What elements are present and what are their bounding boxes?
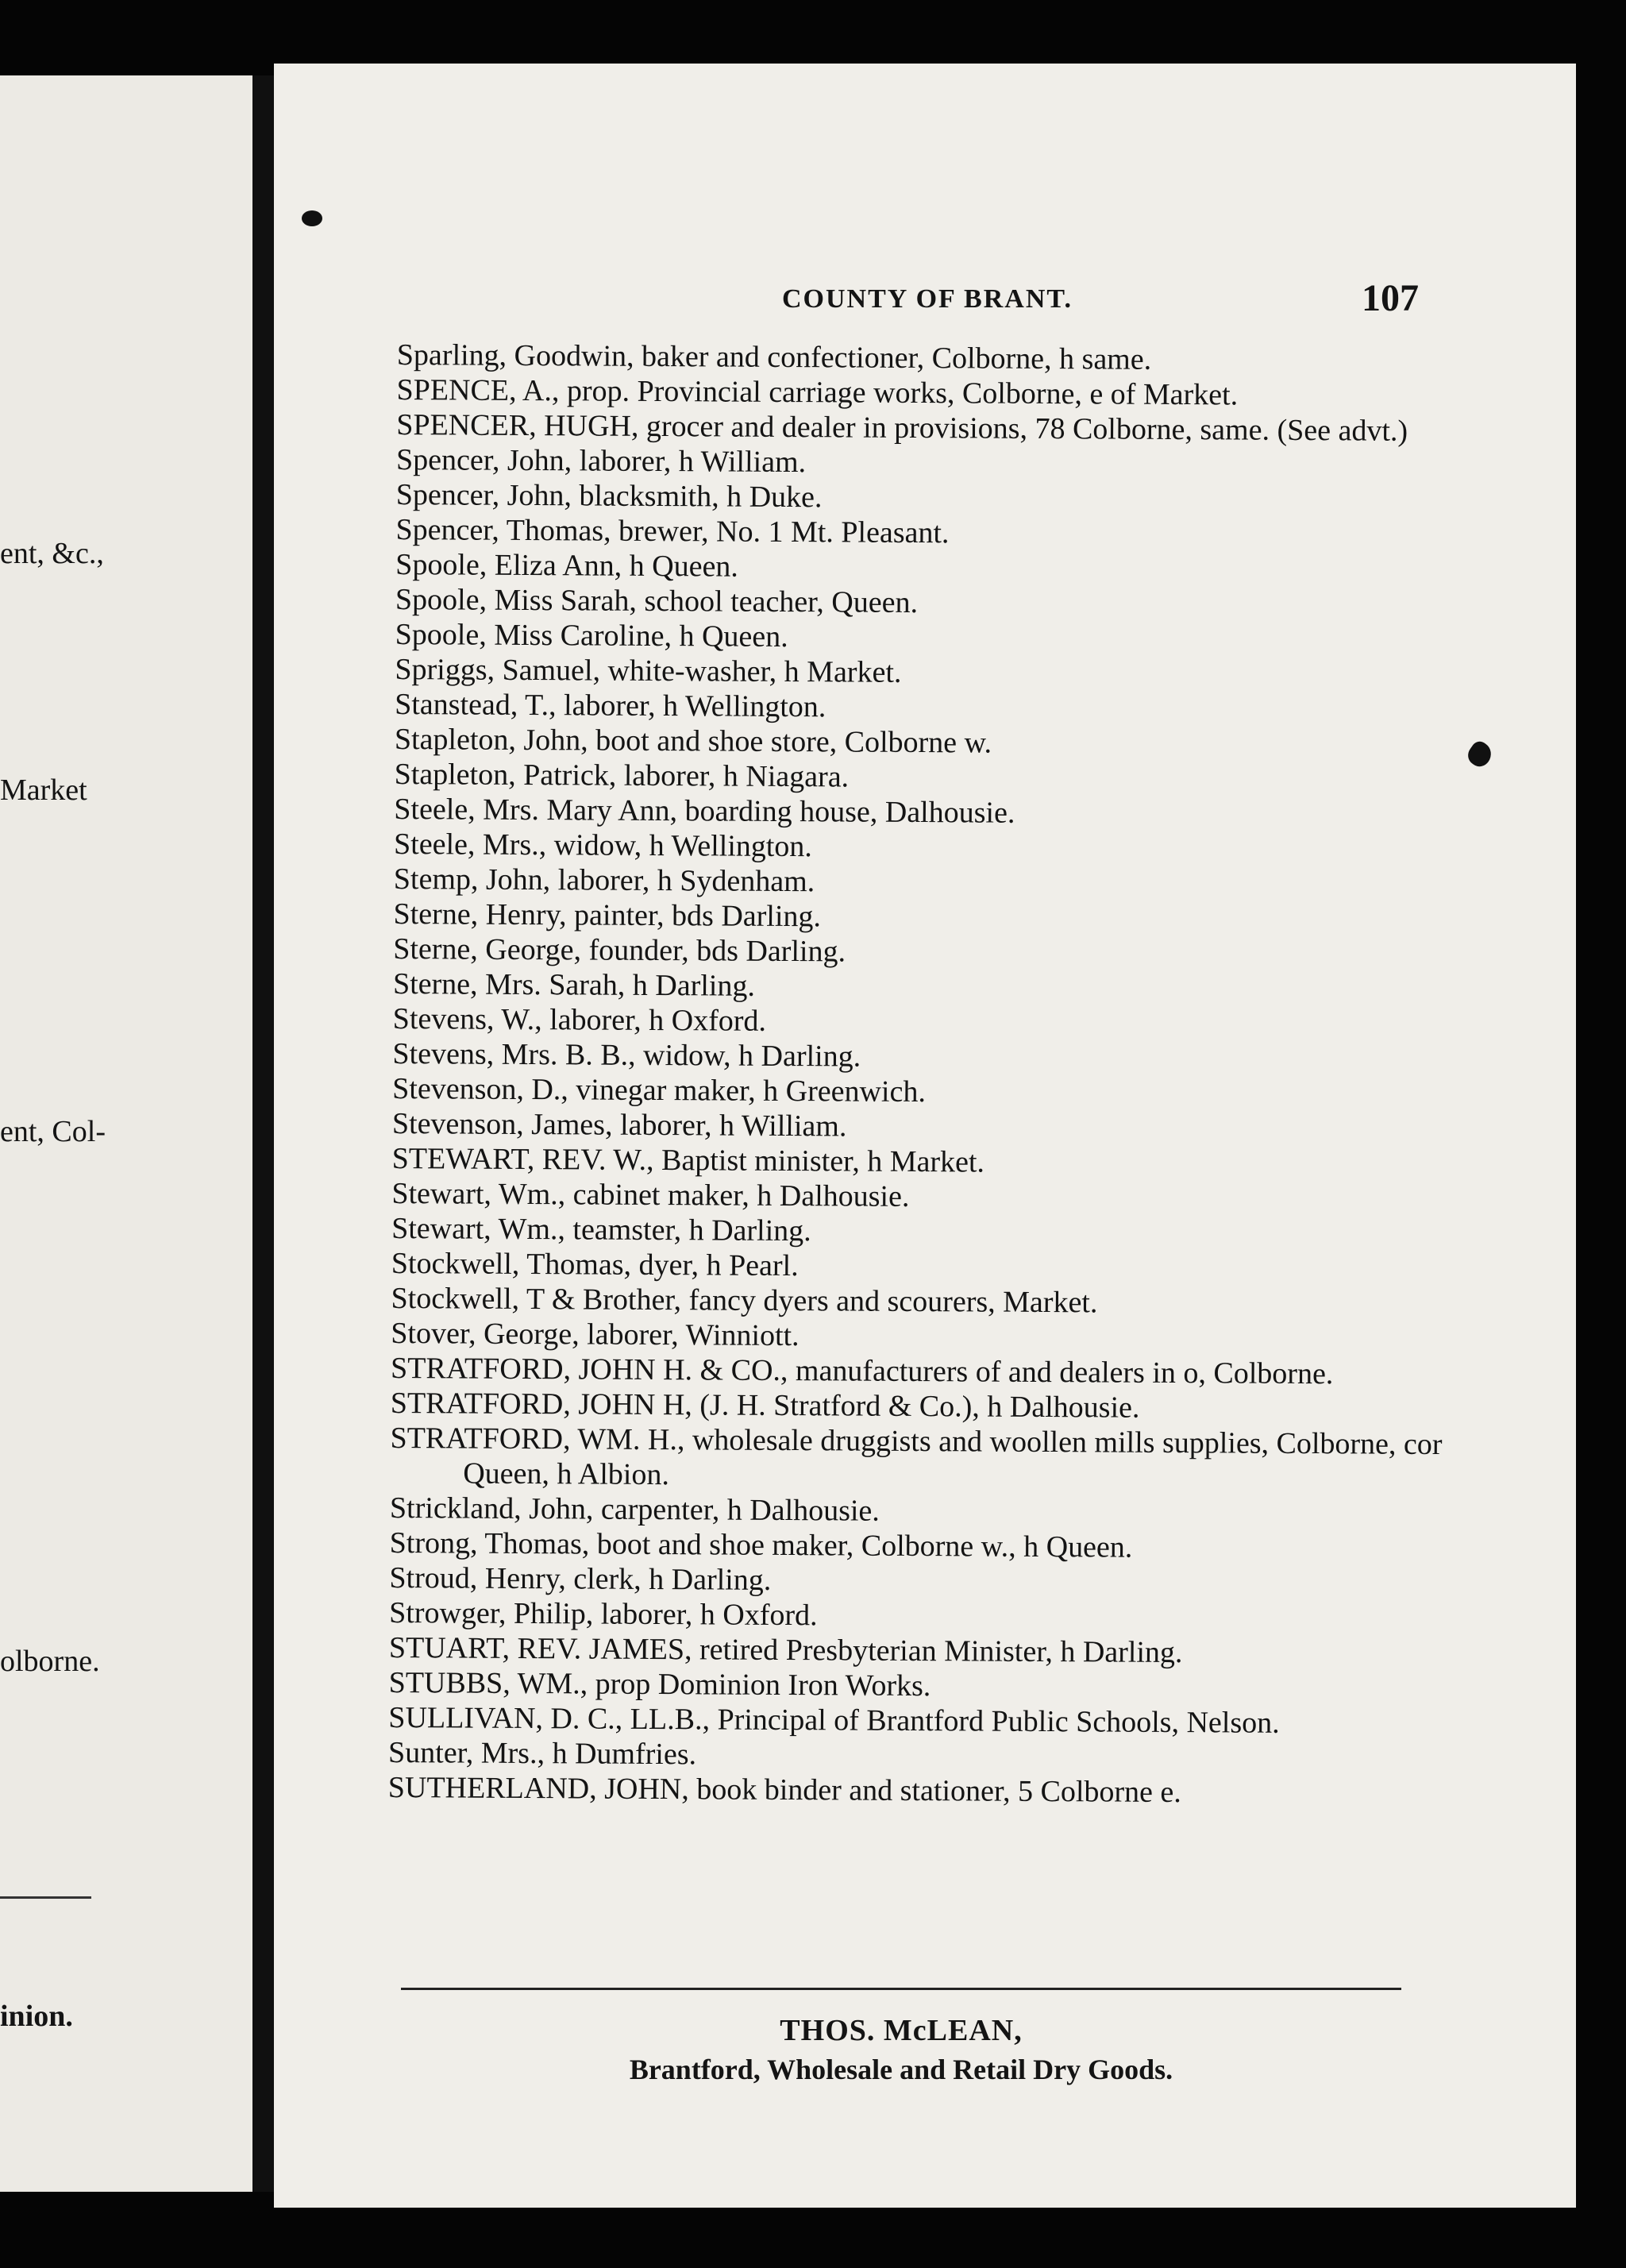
directory-entry: Sterne, Mrs. Sarah, h Darling.: [392, 966, 756, 1003]
left-facing-page: [0, 75, 252, 2192]
directory-entry: Stockwell, Thomas, dyer, h Pearl.: [391, 1246, 799, 1283]
advertisement-footer: [401, 2013, 1401, 2086]
directory-entries: [388, 338, 1453, 1811]
directory-entry: Steele, Mrs., widow, h Wellington.: [393, 827, 813, 864]
directory-page: [274, 64, 1576, 2208]
directory-entry: Strowger, Philip, laborer, h Oxford.: [389, 1595, 818, 1633]
directory-entry: Spoole, Miss Sarah, school teacher, Queen.: [395, 582, 919, 620]
directory-entry: STUART, REV. JAMES, retired Presbyterian Minister, h Darling.: [388, 1630, 1183, 1670]
left-page-fragment: ent, &c.,: [0, 537, 104, 570]
directory-entry: Spencer, John, blacksmith, h Duke.: [395, 477, 823, 515]
advertiser-tagline: Brantford, Wholesale and Retail Dry Goods.: [629, 2054, 1173, 2085]
book-gutter: [252, 75, 274, 2192]
left-page-rule: [0, 1896, 91, 1899]
directory-entry: STRATFORD, WM. H., wholesale druggists and woollen mills supplies, Colborne, cor Queen, h Albion.: [390, 1421, 1443, 1492]
directory-entry: Strickland, John, carpenter, h Dalhousie.: [389, 1491, 880, 1528]
directory-entry: SUTHERLAND, JOHN, book binder and stationer, 5 Colborne e.: [387, 1770, 1181, 1810]
ink-blot: [1464, 739, 1496, 771]
directory-entry: Steele, Mrs. Mary Ann, boarding house, Dalhousie.: [394, 792, 1015, 830]
directory-entry: Stevens, W., laborer, h Oxford.: [392, 1001, 767, 1038]
directory-entry: Stevens, Mrs. B. B., widow, h Darling.: [392, 1036, 861, 1074]
directory-entry: Stapleton, John, boot and shoe store, Colborne w.: [394, 722, 992, 760]
directory-entry: Sunter, Mrs., h Dumfries.: [387, 1735, 697, 1772]
running-head: COUNTY OF BRANT.: [782, 284, 1073, 314]
directory-entry: Spoole, Miss Caroline, h Queen.: [395, 617, 788, 654]
directory-entry: Stevenson, D., vinegar maker, h Greenwich.: [392, 1071, 927, 1109]
directory-entry: STRATFORD, JOHN H. & CO., manufacturers of and dealers in o, Colborne.: [390, 1351, 1334, 1391]
left-page-fragment: olborne.: [0, 1645, 100, 1678]
directory-entry: SULLIVAN, D. C., LL.B., Principal of Brantford Public Schools, Nelson.: [388, 1700, 1280, 1740]
left-page-fragment: Market: [0, 773, 87, 807]
directory-entry: STRATFORD, JOHN H, (J. H. Stratford & Co.), h Dalhousie.: [390, 1386, 1140, 1425]
directory-entry: Spencer, John, laborer, h William.: [395, 442, 807, 480]
directory-entry: Stroud, Henry, clerk, h Darling.: [389, 1560, 772, 1597]
directory-entry: SPENCER, HUGH, grocer and dealer in provisions, 78 Colborne, same. (See advt.): [396, 407, 1408, 448]
left-page-fragment: inion.: [0, 2000, 73, 2033]
directory-entry: Stewart, Wm., cabinet maker, h Dalhousie.: [391, 1176, 910, 1213]
directory-entry: SPENCE, A., prop. Provincial carriage works, Colborne, e of Market.: [396, 372, 1239, 412]
directory-entry: STEWART, REV. W., Baptist minister, h Market.: [391, 1141, 985, 1179]
directory-entry: Stemp, John, laborer, h Sydenham.: [393, 862, 815, 899]
page-number: 107: [1362, 277, 1419, 319]
directory-entry: Sterne, George, founder, bds Darling.: [393, 932, 846, 969]
directory-entry: Stover, George, laborer, Winniott.: [391, 1316, 800, 1353]
directory-entry: Stanstead, T., laborer, h Wellington.: [395, 687, 826, 724]
directory-entry: Stockwell, T & Brother, fancy dyers and scourers, Market.: [391, 1281, 1098, 1320]
ink-blot: [302, 210, 322, 226]
directory-entry: Strong, Thomas, boot and shoe maker, Colborne w., h Queen.: [389, 1526, 1133, 1564]
directory-entry: Spencer, Thomas, brewer, No. 1 Mt. Pleasant.: [395, 512, 950, 550]
footer-rule: [401, 1988, 1401, 1990]
directory-entry: Spriggs, Samuel, white-washer, h Market.: [395, 652, 902, 689]
directory-entry: Stevenson, James, laborer, h William.: [391, 1106, 847, 1144]
advertiser-name: THOS. McLEAN,: [780, 2014, 1023, 2047]
directory-entry: Sparling, Goodwin, baker and confectioner, Colborne, h same.: [396, 338, 1152, 376]
directory-entry: Spoole, Eliza Ann, h Queen.: [395, 547, 739, 584]
left-page-fragment: ent, Col-: [0, 1115, 106, 1148]
directory-entry: Stewart, Wm., teamster, h Darling.: [391, 1211, 811, 1248]
directory-entry: STUBBS, WM., prop Dominion Iron Works.: [388, 1665, 931, 1703]
directory-entry: Sterne, Henry, painter, bds Darling.: [393, 897, 822, 934]
directory-entry: Stapleton, Patrick, laborer, h Niagara.: [394, 757, 850, 794]
